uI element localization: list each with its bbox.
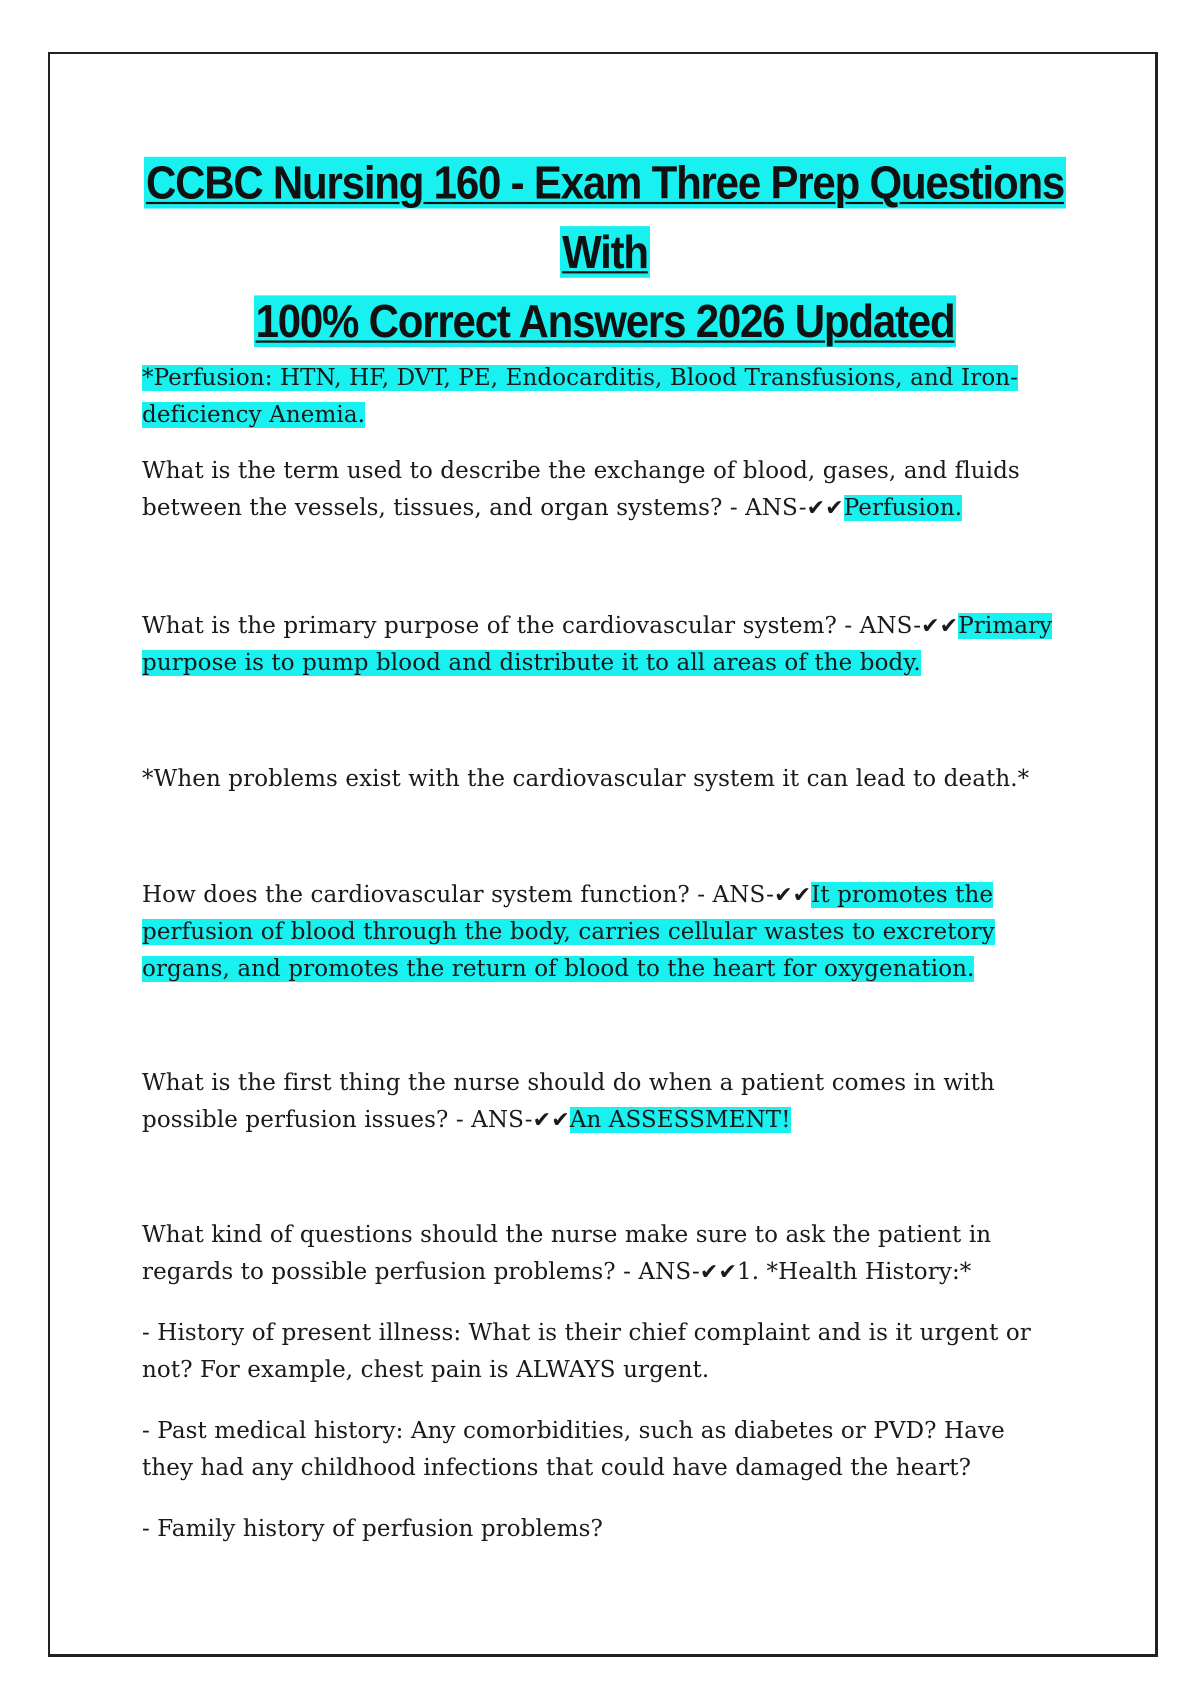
cardiovascular-note <box>142 761 1062 798</box>
answer-text: Perfusion. <box>843 495 963 521</box>
qa-item-3 <box>142 877 1062 988</box>
double-check-icon: ✔✔ <box>806 496 844 521</box>
history-item-text: - Family history of perfusion problems? <box>142 1516 603 1542</box>
topic-heading <box>142 360 1062 434</box>
question-text: What is the first thing the nurse should do when a patient comes in with possible perfusion issues? <box>142 1070 995 1133</box>
double-check-icon: ✔✔ <box>699 1260 737 1285</box>
question-text: What is the term used to describe the exchange of blood, gases, and fluids between the vessels, tissues, and organ systems? <box>142 458 1020 521</box>
title-line-1: CCBC Nursing 160 - Exam Three Prep Questions With <box>145 156 1065 278</box>
question-text: How does the cardiovascular system function? <box>142 882 690 908</box>
question-text: What is the primary purpose of the cardiovascular system? <box>142 613 837 639</box>
history-item-text: - History of present illness: What is their chief complaint and is it urgent or not? For example, chest pain is ALWAYS urgent. <box>142 1320 1031 1383</box>
history-item-text: - Past medical history: Any comorbidities, such as diabetes or PVD? Have they had any childhood infections that could have damaged the heart? <box>142 1418 1005 1481</box>
double-check-icon: ✔✔ <box>532 1108 570 1133</box>
title-line-2: 100% Correct Answers 2026 Updated <box>255 295 955 348</box>
qa-item-4 <box>142 1065 1062 1139</box>
ans-marker: - ANS- <box>448 1107 533 1133</box>
double-check-icon: ✔✔ <box>921 614 959 639</box>
ans-marker: - ANS- <box>689 882 775 908</box>
note-text: *When problems exist with the cardiovascular system it can lead to death.* <box>142 766 1030 792</box>
double-check-icon: ✔✔ <box>774 883 812 908</box>
answer-text: It promotes the perfusion of blood through the body, carries cellular wastes to excretory organs, and promotes the return of blood to the heart for oxygenation. <box>142 882 995 982</box>
history-item-family <box>142 1511 1062 1548</box>
ans-marker: - ANS- <box>836 613 922 639</box>
qa-item-5 <box>142 1217 1062 1291</box>
answer-text: 1. *Health History:* <box>736 1259 972 1285</box>
ans-marker: - ANS- <box>615 1259 700 1285</box>
document-title <box>110 148 1100 356</box>
ans-marker: - ANS- <box>722 495 807 521</box>
question-text: What kind of questions should the nurse make sure to ask the patient in regards to possible perfusion problems? <box>142 1222 992 1285</box>
answer-text: An ASSESSMENT! <box>569 1107 791 1133</box>
qa-item-1 <box>142 453 1062 527</box>
answer-text: Primary purpose is to pump blood and distribute it to all areas of the body. <box>142 613 1053 676</box>
qa-item-2 <box>142 608 1062 682</box>
history-item-present-illness <box>142 1315 1062 1389</box>
topic-heading-text: *Perfusion: HTN, HF, DVT, PE, Endocarditis, Blood Transfusions, and Iron-deficiency Anemia. <box>142 365 1019 428</box>
history-item-past-medical <box>142 1413 1062 1487</box>
